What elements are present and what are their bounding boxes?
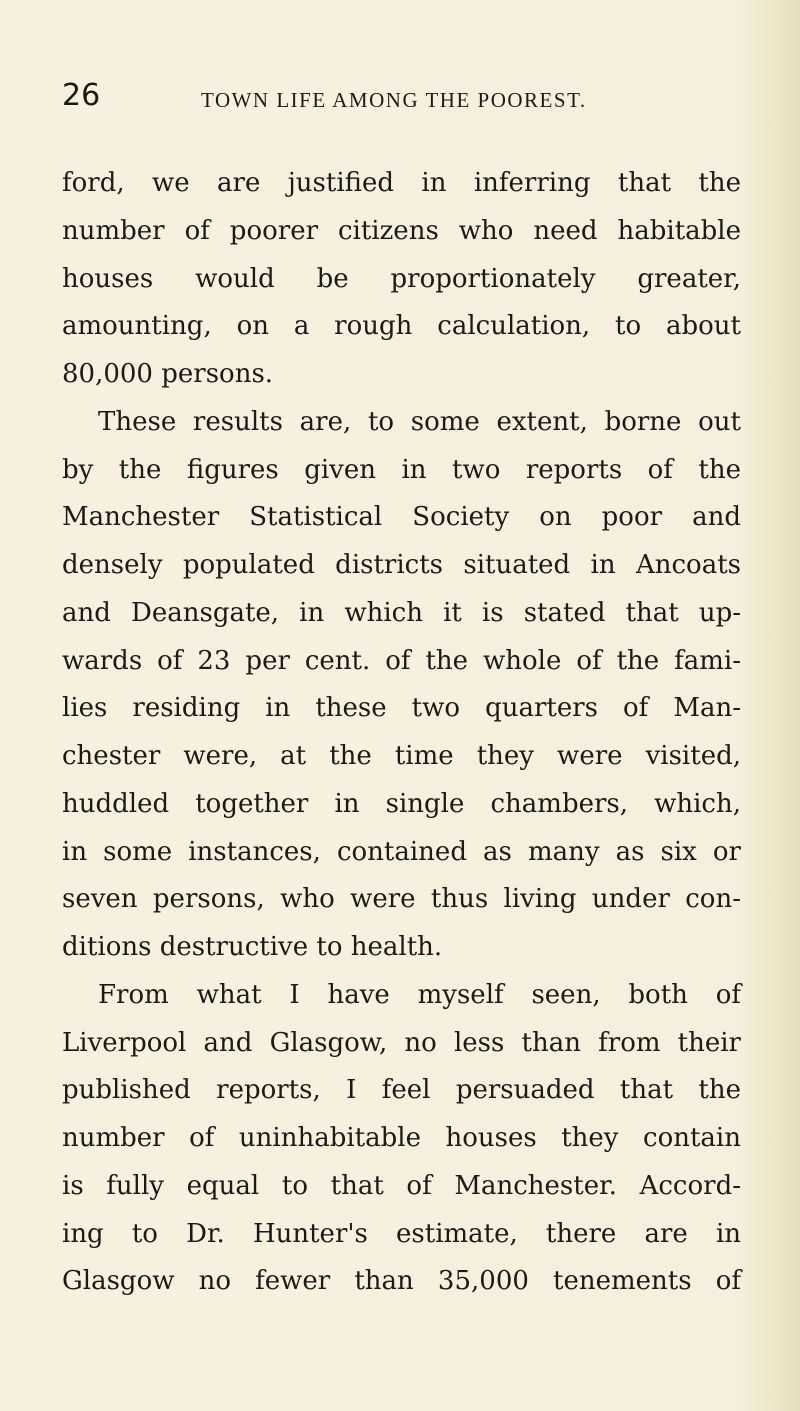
text-line: huddled together in single chambers, which, bbox=[62, 788, 741, 819]
text-line: densely populated districts situated in Ancoats bbox=[62, 550, 741, 580]
text-line: in some instances, contained as many as six or bbox=[62, 836, 741, 867]
text-line: number of uninhabitable houses they contain bbox=[62, 1123, 741, 1153]
page-header bbox=[62, 78, 762, 122]
text-line: published reports, I feel persuaded that the bbox=[62, 1075, 741, 1106]
text-line: amounting, on a rough calculation, to about bbox=[62, 311, 741, 342]
text-line: is fully equal to that of Manchester. Accord- bbox=[62, 1170, 741, 1201]
text-line: seven persons, who were thus living under con- bbox=[62, 884, 741, 915]
text-line: ing to Dr. Hunter's estimate, there are in bbox=[62, 1218, 741, 1249]
text-line: houses would be proportionately greater, bbox=[62, 263, 741, 294]
text-line: Manchester Statistical Society on poor and bbox=[62, 502, 741, 533]
running-title: TOWN LIFE AMONG THE POOREST. bbox=[201, 88, 587, 112]
text-line: 80,000 persons. bbox=[62, 359, 274, 389]
text-line: ditions destructive to health. bbox=[62, 932, 443, 962]
text-line: by the figures given in two reports of the bbox=[62, 454, 741, 485]
text-line: chester were, at the time they were visited, bbox=[62, 741, 741, 771]
text-line: and Deansgate, in which it is stated that up- bbox=[62, 597, 741, 628]
page-number: 26 bbox=[62, 78, 101, 113]
text-line: Glasgow no fewer than 35,000 tenements of bbox=[62, 1266, 741, 1297]
body-text bbox=[62, 160, 741, 1306]
text-line: From what I have myself seen, both of bbox=[98, 979, 741, 1010]
text-line: These results are, to some extent, borne out bbox=[98, 406, 741, 437]
text-line: wards of 23 per cent. of the whole of the fami- bbox=[62, 645, 741, 676]
text-line: ford, we are justified in inferring that the bbox=[62, 168, 741, 198]
text-line: lies residing in these two quarters of Man- bbox=[62, 693, 741, 724]
text-line: Liverpool and Glasgow, no less than from their bbox=[62, 1027, 741, 1058]
text-line: number of poorer citizens who need habitable bbox=[62, 215, 741, 246]
